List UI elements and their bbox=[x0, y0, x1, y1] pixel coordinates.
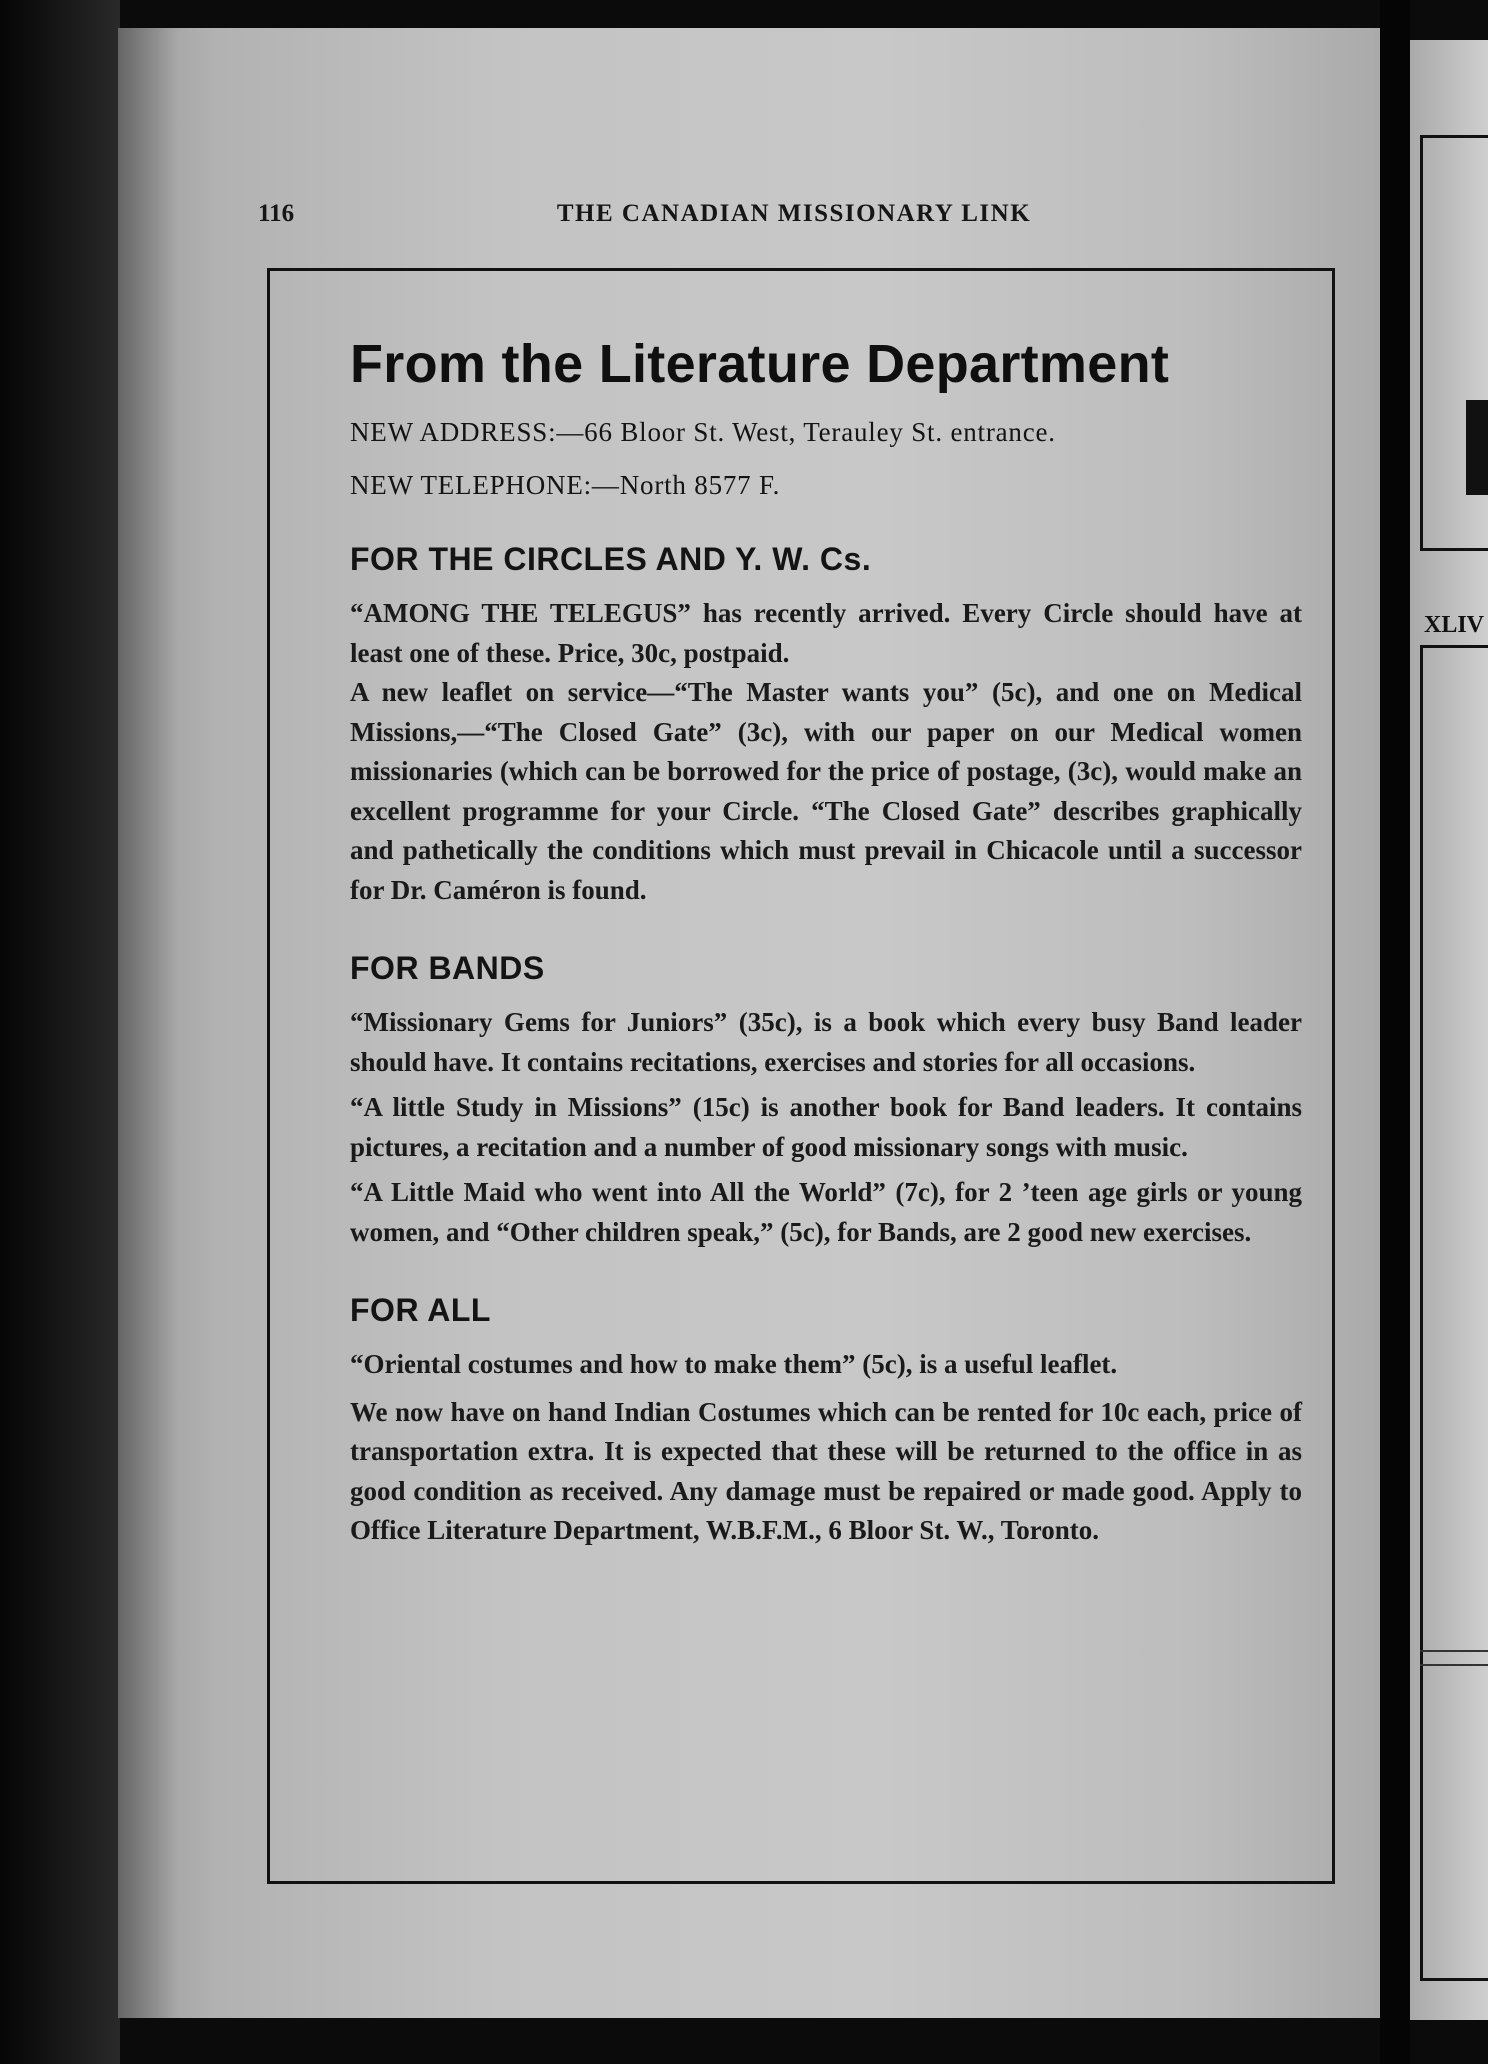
paragraph: A new leaflet on service—“The Master wants you” (5c), and one on Medical Missions,—“The Closed Gate” (3c), with our paper on our Medical women missionaries (which can be borrowed for the price of postage, (3c), would make an excellent programme for your Circle. “The Closed Gate” describes graphically and pathetically the conditions which must prevail in Chicacole until a successor for Dr. Caméron is found. bbox=[350, 677, 1302, 905]
page-number: 116 bbox=[258, 200, 295, 227]
section-heading-circles: FOR THE CIRCLES AND Y. W. Cs. bbox=[350, 541, 872, 577]
article-title: From the Literature Department bbox=[350, 334, 1170, 394]
adjacent-page-label: XLIV bbox=[1424, 612, 1485, 638]
address-line: NEW ADDRESS:—66 Bloor St. West, Terauley St. entrance. bbox=[350, 417, 1056, 447]
paragraph: “A little Study in Missions” (15c) is another book for Band leaders. It contains pictures, a recitation and a number of good missionary songs with music. bbox=[350, 1092, 1302, 1162]
adjacent-page-rule bbox=[1420, 1650, 1488, 1652]
paragraph: “Oriental costumes and how to make them” (5c), is a useful leaflet. bbox=[350, 1349, 1118, 1379]
book-spine bbox=[0, 0, 120, 2064]
telephone-line: NEW TELEPHONE:—North 8577 F. bbox=[350, 470, 781, 500]
journal-title: THE CANADIAN MISSIONARY LINK bbox=[556, 200, 1032, 227]
paragraph: “Missionary Gems for Juniors” (35c), is a book which every busy Band leader should have. It contains recitations, exercises and stories for all occasions. bbox=[350, 1007, 1302, 1077]
page-gutter-shadow bbox=[118, 28, 178, 2018]
paragraph: “A Little Maid who went into All the World” (7c), for 2 ’teen age girls or young women, and “Other children speak,” (5c), for Bands, are 2 good new exercises. bbox=[350, 1177, 1302, 1247]
section-heading-all: FOR ALL bbox=[350, 1292, 491, 1328]
adjacent-page bbox=[1410, 40, 1488, 2020]
adjacent-page-rule bbox=[1420, 1664, 1488, 1666]
running-head bbox=[258, 200, 1330, 236]
adjacent-page-glyph bbox=[1466, 400, 1488, 495]
adjacent-page-frame-bottom bbox=[1420, 645, 1488, 1981]
page-gutter bbox=[1380, 0, 1410, 2064]
article-content bbox=[350, 333, 1302, 1551]
paragraph: “AMONG THE TELEGUS” has recently arrived. Every Circle should have at least one of these. Price, 30c, postpaid. bbox=[350, 598, 1302, 668]
article-frame bbox=[267, 268, 1335, 1884]
section-heading-bands: FOR BANDS bbox=[350, 950, 545, 986]
paragraph: We now have on hand Indian Costumes which can be rented for 10c each, price of transportation extra. It is expected that these will be returned to the office in as good condition as received. Any damage must be repaired or made good. Apply to Office Literature Department, W.B.F.M., 6 Bloor St. W., Toronto. bbox=[350, 1396, 1302, 1545]
